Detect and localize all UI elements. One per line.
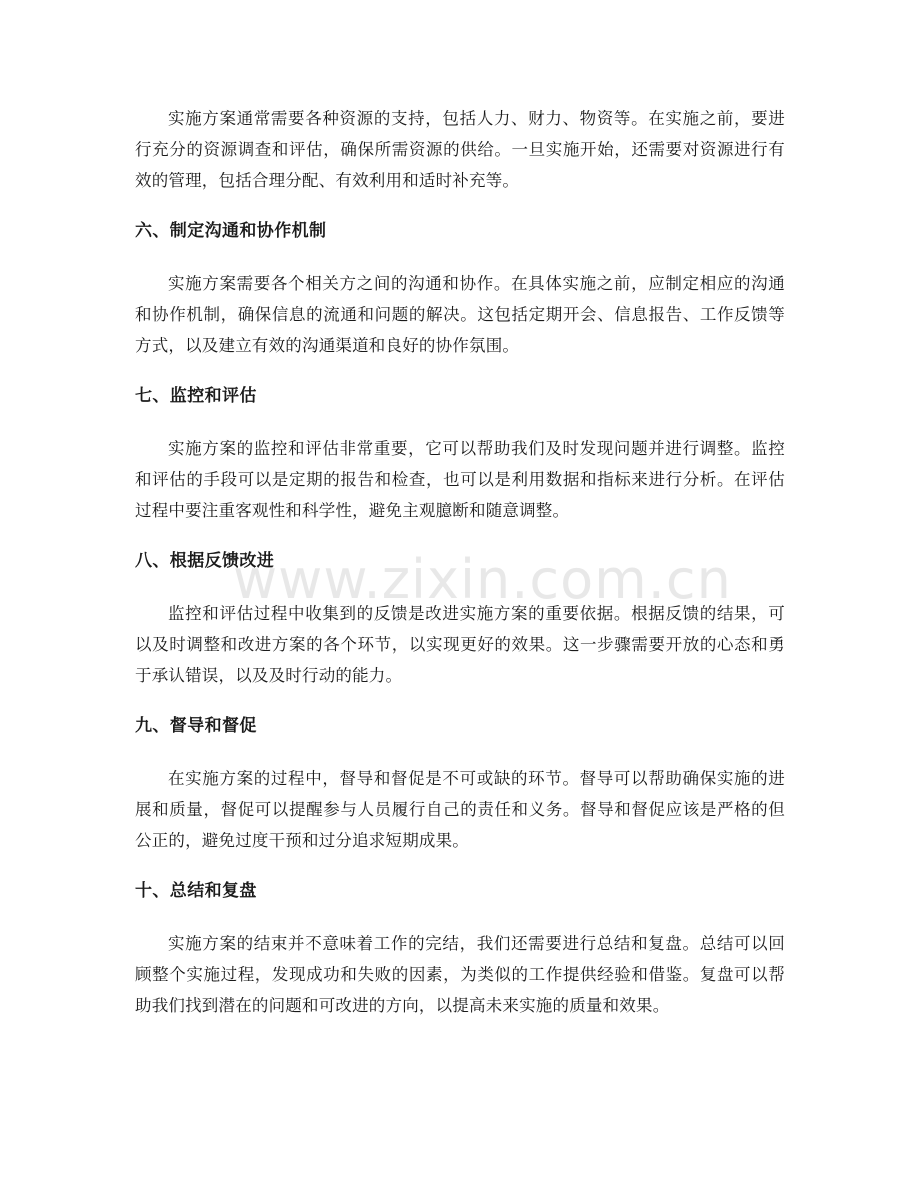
section-body-10: 实施方案的结束并不意味着工作的完结，我们还需要进行总结和复盘。总结可以回顾整个实施过程，发现成功和失败的因素，为类似的工作提供经验和借鉴。复盘可以帮助我们找到潜在的问题和可改进的方向，以提高未来实施的质量和效果。 (135, 934, 785, 1015)
watermark-text: www.zixin.com.cn (233, 548, 732, 611)
section-heading-9: 九、督导和督促 (135, 716, 257, 736)
section-body-6: 实施方案需要各个相关方之间的沟通和协作。在具体实施之前，应制定相应的沟通和协作机制，确保信息的流通和问题的解决。这包括定期开会、信息报告、工作反馈等方式，以及建立有效的沟通渠道和良好的协作氛围。 (135, 274, 785, 355)
section-heading-6: 六、制定沟通和协作机制 (135, 221, 327, 241)
section-body-9: 在实施方案的过程中，督导和督促是不可或缺的环节。督导可以帮助确保实施的进展和质量，督促可以提醒参与人员履行自己的责任和义务。督导和督促应该是严格的但公正的，避免过度干预和过分追求短期成果。 (135, 769, 785, 850)
intro-paragraph: 实施方案通常需要各种资源的支持，包括人力、财力、物资等。在实施之前，要进行充分的资源调查和评估，确保所需资源的供给。一旦实施开始，还需要对资源进行有效的管理，包括合理分配、有效利用和适时补充等。 (135, 109, 785, 190)
section-body-7: 实施方案的监控和评估非常重要，它可以帮助我们及时发现问题并进行调整。监控和评估的手段可以是定期的报告和检查，也可以是利用数据和指标来进行分析。在评估过程中要注重客观性和科学性，避免主观臆断和随意调整。 (135, 439, 785, 520)
section-heading-7: 七、监控和评估 (135, 386, 257, 406)
section-body-8: 监控和评估过程中收集到的反馈是改进实施方案的重要依据。根据反馈的结果，可以及时调整和改进方案的各个环节，以实现更好的效果。这一步骤需要开放的心态和勇于承认错误，以及及时行动的能力。 (135, 604, 785, 685)
section-heading-10: 十、总结和复盘 (135, 881, 257, 901)
document-body (135, 103, 785, 1021)
section-heading-8: 八、根据反馈改进 (135, 551, 275, 571)
